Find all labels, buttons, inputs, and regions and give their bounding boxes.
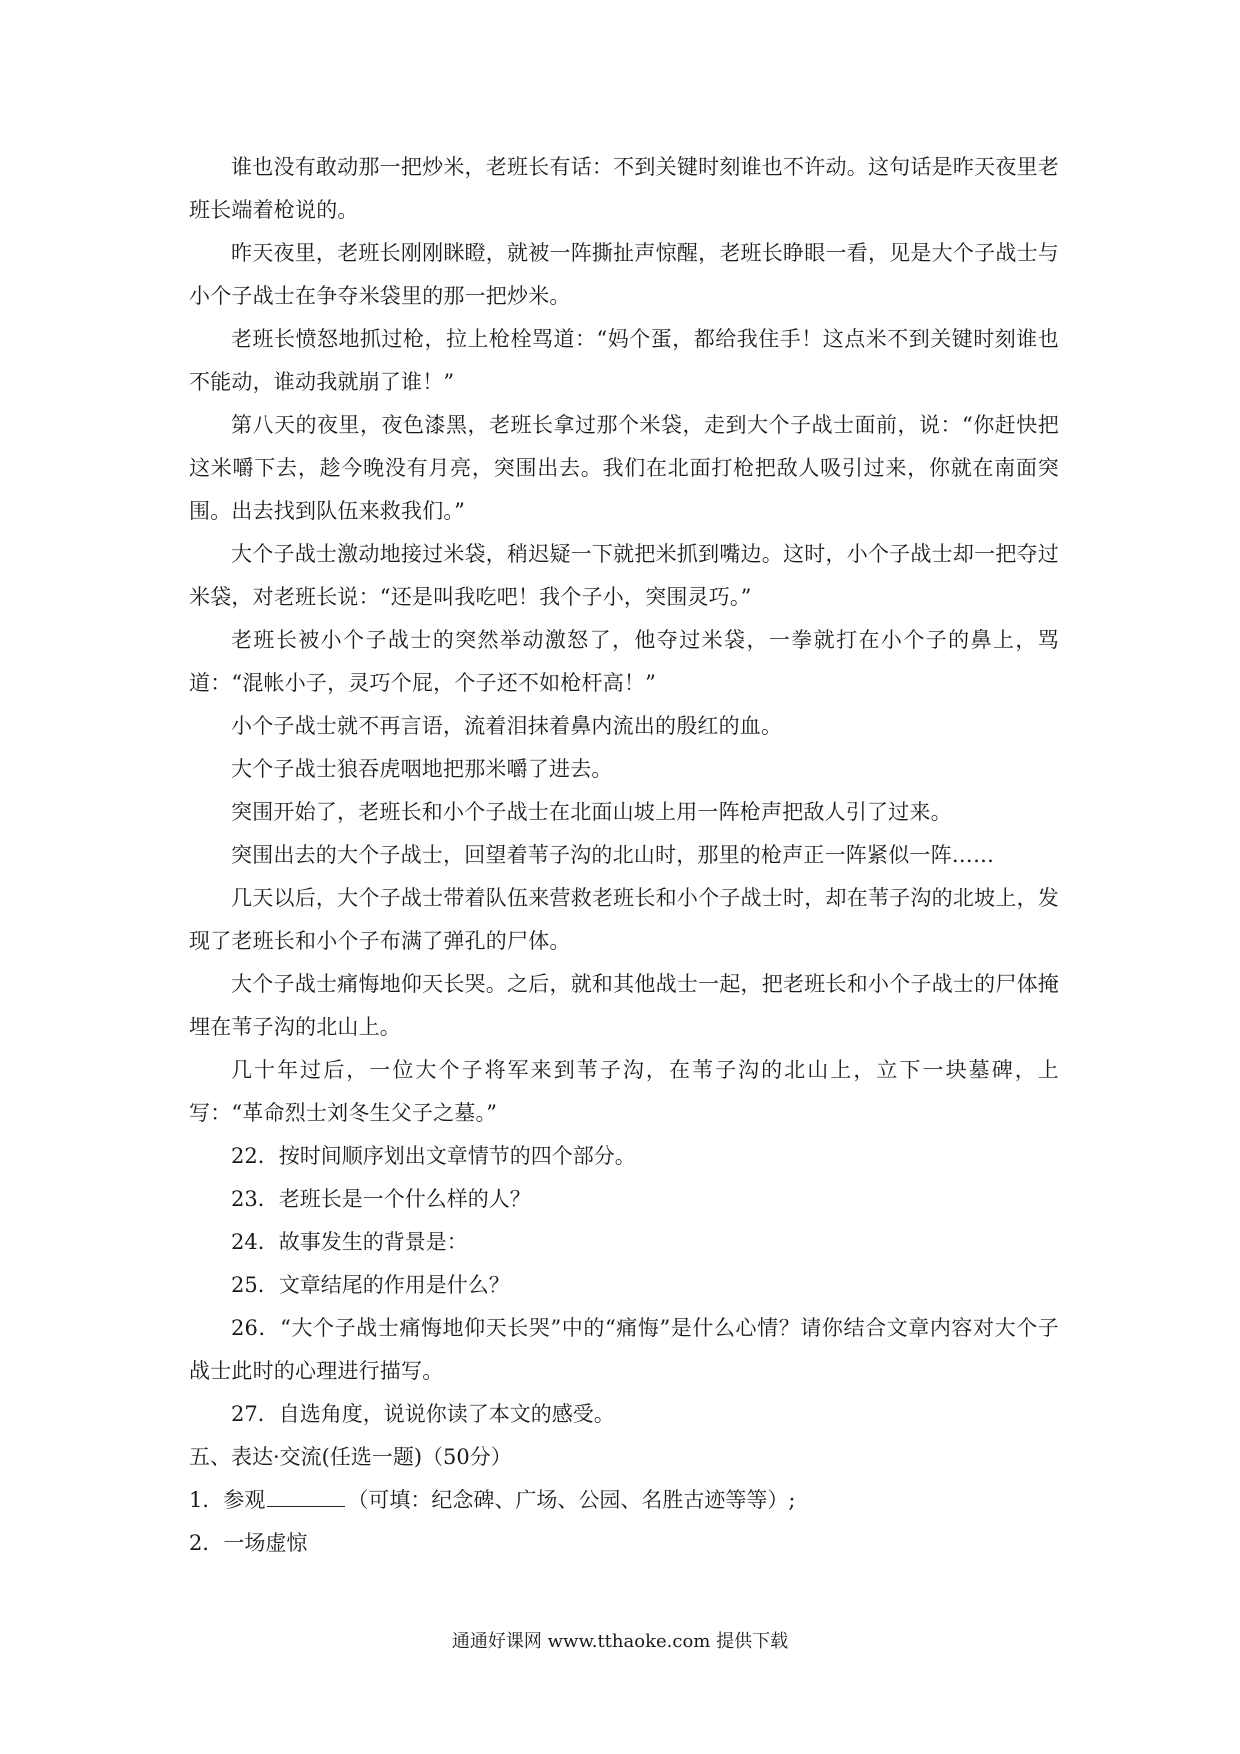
question-item: 23．老班长是一个什么样的人？	[231, 1187, 531, 1211]
question-item: 22．按时间顺序划出文章情节的四个部分。	[231, 1144, 636, 1168]
story-paragraph: 几天以后，大个子战士带着队伍来营救老班长和小个子战士时，却在苇子沟的北坡上，发现了老班长和小个子布满了弹孔的尸体。	[189, 886, 1059, 953]
story-paragraph: 小个子战士就不再言语，流着泪抹着鼻内流出的殷红的血。	[231, 714, 783, 738]
story-paragraph: 谁也没有敢动那一把炒米，老班长有话：不到关键时刻谁也不许动。这句话是昨天夜里老班长端着枪说的。	[189, 155, 1059, 222]
story-paragraph: 大个子战士狼吞虎咽地把那米嚼了进去。	[231, 757, 613, 781]
story-paragraph: 突围出去的大个子战士，回望着苇子沟的北山时，那里的枪声正一阵紧似一阵……	[231, 843, 995, 867]
task-1-prefix: 1．参观	[189, 1488, 266, 1512]
story-paragraph: 大个子战士激动地接过米袋，稍迟疑一下就把米抓到嘴边。这时，小个子战士却一把夺过米袋，对老班长说：“还是叫我吃吧！我个子小，突围灵巧。”	[189, 542, 1059, 609]
task-1-suffix: （可填：纪念碑、广场、公园、名胜古迹等等）;	[347, 1488, 796, 1512]
question-item: 27．自选角度，说说你读了本文的感受。	[231, 1402, 615, 1426]
story-paragraph: 老班长愤怒地抓过枪，拉上枪栓骂道：“妈个蛋，都给我住手！这点米不到关键时刻谁也不能动，谁动我就崩了谁！”	[189, 327, 1059, 394]
section-heading: 五、表达·交流(任选一题)（50分）	[189, 1445, 512, 1469]
writing-task-2: 2．一场虚惊	[189, 1531, 308, 1555]
story-paragraph: 几十年过后，一位大个子将军来到苇子沟，在苇子沟的北山上，立下一块墓碑，上写：“革命烈士刘冬生父子之墓。”	[189, 1058, 1059, 1125]
writing-task-1	[189, 1479, 1059, 1522]
question-item: 24．故事发生的背景是：	[231, 1230, 468, 1254]
question-item: 25．文章结尾的作用是什么？	[231, 1273, 510, 1297]
story-body	[189, 146, 1059, 1565]
story-paragraph: 昨天夜里，老班长刚刚眯瞪，就被一阵撕扯声惊醒，老班长睁眼一看，见是大个子战士与小个子战士在争夺米袋里的那一把炒米。	[189, 241, 1059, 308]
fill-in-blank	[267, 1488, 345, 1507]
story-paragraph: 老班长被小个子战士的突然举动激怒了，他夺过米袋，一拳就打在小个子的鼻上，骂道：“混帐小子，灵巧个屁，个子还不如枪杆高！”	[189, 628, 1059, 695]
page-footer: 通通好课网 www.tthaoke.com 提供下载	[451, 1631, 789, 1652]
story-paragraph: 大个子战士痛悔地仰天长哭。之后，就和其他战士一起，把老班长和小个子战士的尸体掩埋在苇子沟的北山上。	[189, 972, 1059, 1039]
question-item: 26．“大个子战士痛悔地仰天长哭”中的“痛悔”是什么心情？请你结合文章内容对大个子战士此时的心理进行描写。	[189, 1316, 1059, 1383]
story-paragraph: 第八天的夜里，夜色漆黑，老班长拿过那个米袋，走到大个子战士面前，说：“你赶快把这米嚼下去，趁今晚没有月亮，突围出去。我们在北面打枪把敌人吸引过来，你就在南面突围。出去找到队伍来救我们。”	[189, 413, 1059, 523]
story-paragraph: 突围开始了，老班长和小个子战士在北面山坡上用一阵枪声把敌人引了过来。	[231, 800, 952, 824]
